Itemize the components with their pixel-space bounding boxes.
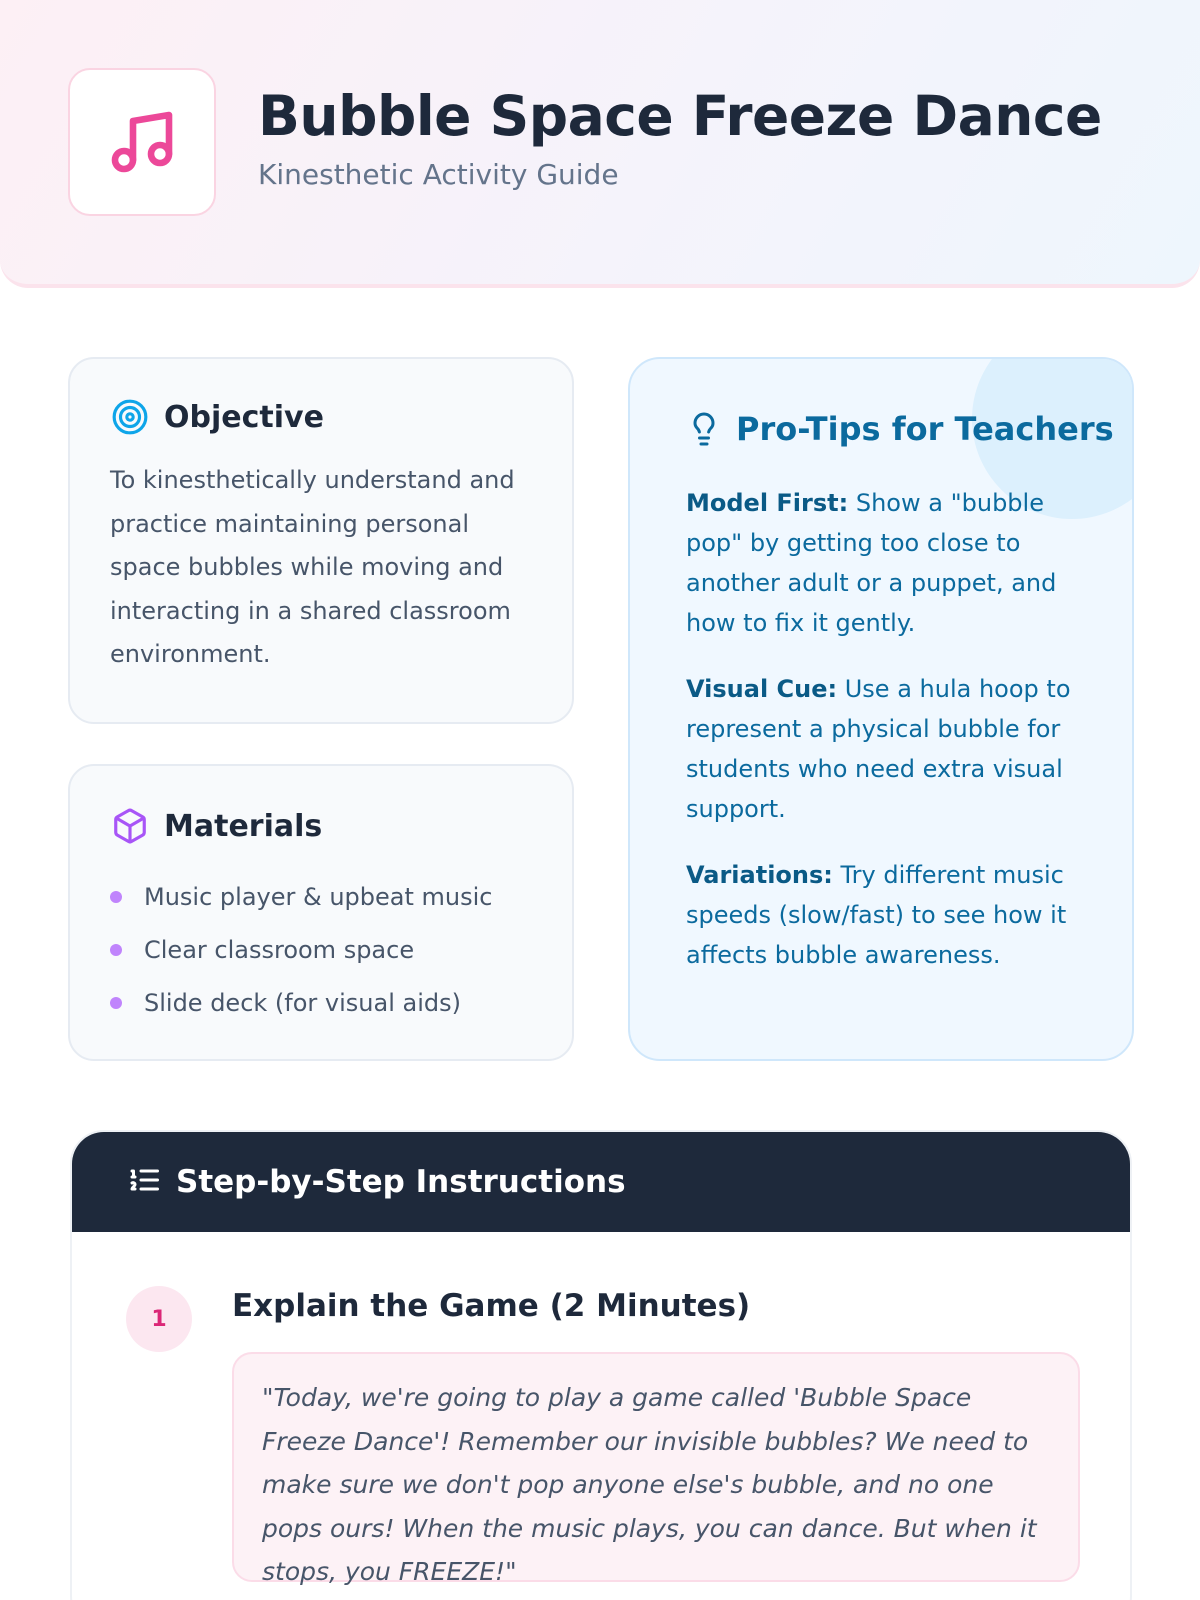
materials-card: [68, 764, 574, 1061]
step-script-quote: "Today, we're going to play a game called 'Bubble Space Freeze Dance'! Remember our invisible bubbles? We need to make sure we don't pop anyone else's bubble, and no one pops ours! When the music plays, you can dance. But when it stops, you FREEZE!": [232, 1352, 1080, 1582]
objective-text: To kinesthetically understand and practice maintaining personal space bubbles while moving and interacting in a shared classroom environment.: [110, 466, 515, 668]
pro-tips-card: [628, 357, 1134, 1061]
cube-icon: [110, 806, 150, 846]
page-header: [0, 0, 1200, 288]
step-number-badge: 1: [126, 1286, 192, 1352]
ordered-list-icon: [126, 1162, 162, 1202]
target-icon: [110, 397, 150, 437]
bullet-dot: [110, 944, 122, 956]
bullet-dot: [110, 891, 122, 903]
tip-item: Model First: Show a "bubble pop" by getting too close to another adult or a puppet, and how to fix it gently.: [686, 489, 1057, 637]
instructions-heading: Step-by-Step Instructions: [176, 1164, 626, 1200]
pro-tips-heading: Pro-Tips for Teachers: [736, 410, 1114, 448]
page-subtitle: Kinesthetic Activity Guide: [258, 158, 619, 191]
instructions-panel: [70, 1130, 1132, 1600]
objective-card: [68, 357, 574, 724]
tip-item: Variations: Try different music speeds (slow/fast) to see how it affects bubble awareness.: [686, 861, 1067, 969]
lightbulb-icon: [686, 409, 722, 449]
materials-heading: Materials: [164, 808, 323, 844]
music-note-icon: [106, 106, 178, 178]
instructions-header: [72, 1132, 1130, 1232]
objective-heading: Objective: [164, 399, 324, 435]
tip-item: Visual Cue: Use a hula hoop to represent a physical bubble for students who need extra visual support.: [686, 675, 1071, 823]
materials-list: [110, 870, 532, 1029]
list-item: Music player & upbeat music: [110, 870, 532, 923]
step-title: Explain the Game (2 Minutes): [232, 1288, 751, 1324]
list-item: Slide deck (for visual aids): [110, 976, 532, 1029]
list-item: Clear classroom space: [110, 923, 532, 976]
activity-logo: [68, 68, 216, 216]
page-title: Bubble Space Freeze Dance: [258, 84, 1102, 148]
bullet-dot: [110, 997, 122, 1009]
